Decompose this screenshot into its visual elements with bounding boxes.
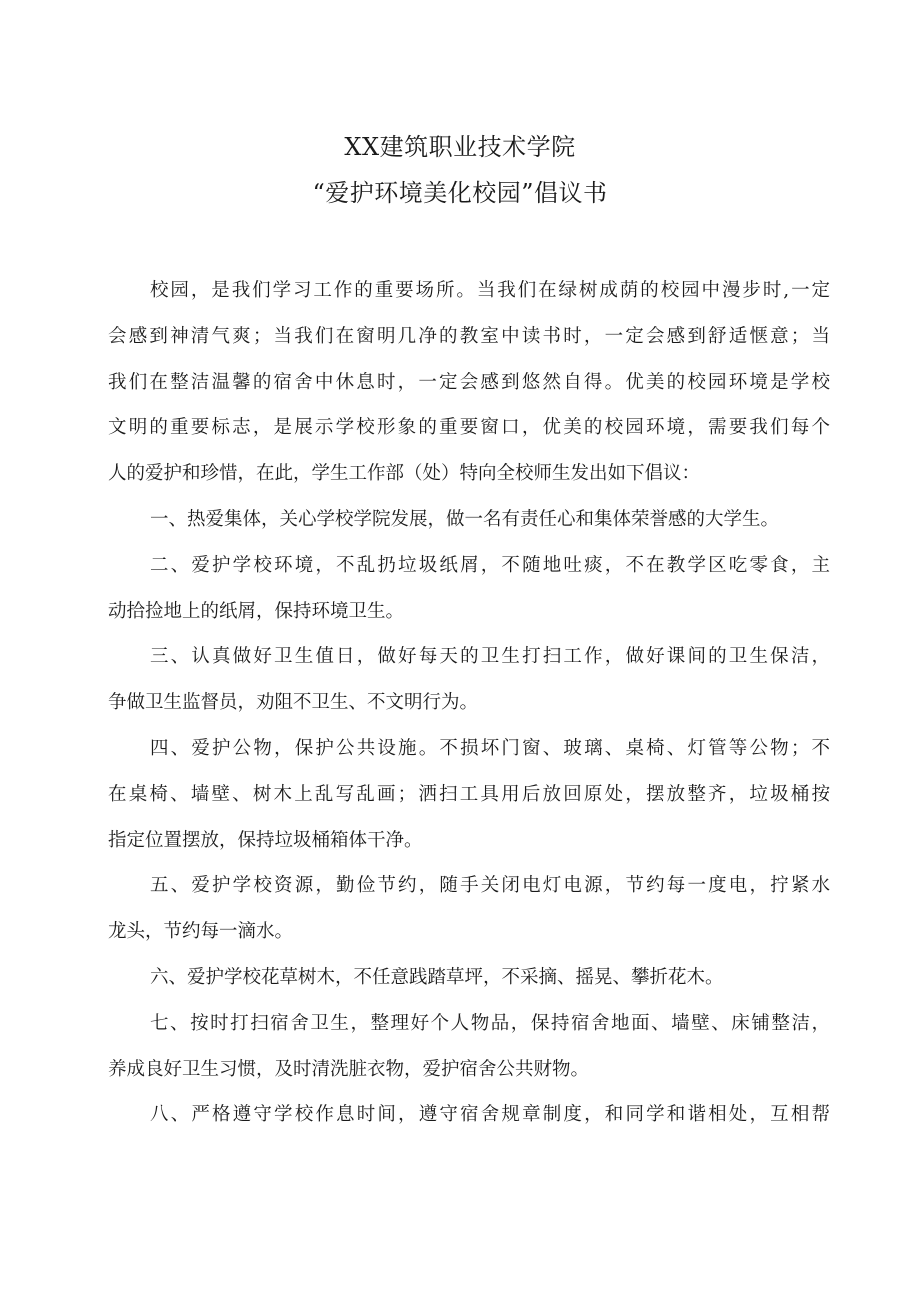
body-line: 在桌椅、墙壁、树木上乱写乱画；洒扫工具用后放回原处，摆放整齐，垃圾桶按 [108, 783, 830, 805]
body-line: 五、爱护学校资源，勤俭节约，随手关闭电灯电源，节约每一度电，拧紧水 [150, 875, 830, 897]
body-line: 我们在整洁温馨的宿舍中休息时，一定会感到悠然自得。优美的校园环境是学校 [108, 371, 830, 393]
title-institution: XX建筑职业技术学院 [344, 133, 576, 161]
body-line: 七、按时打扫宿舍卫生，整理好个人物品，保持宿舍地面、墙壁、床铺整洁， [150, 1012, 830, 1034]
body-line: 四、爱护公物，保护公共设施。不损坏门窗、玻璃、桌椅、灯管等公物；不 [150, 737, 830, 759]
document-body [108, 268, 830, 1138]
body-line: 养成良好卫生习惯，及时清洗脏衣物，爱护宿舍公共财物。 [108, 1058, 590, 1080]
body-line: 一、热爱集体，关心学校学院发展，做一名有责任心和集体荣誉感的大学生。 [150, 508, 780, 530]
body-line: 争做卫生监督员，劝阻不卫生、不文明行为。 [108, 692, 479, 714]
body-line: 龙头，节约每一滴水。 [108, 921, 294, 943]
body-line: 三、认真做好卫生值日，做好每天的卫生打扫工作，做好课间的卫生保洁， [150, 646, 830, 668]
document-title [0, 124, 920, 216]
body-line: 文明的重要标志，是展示学校形象的重要窗口，优美的校园环境，需要我们每个 [108, 417, 830, 439]
body-line: 会感到神清气爽；当我们在窗明几净的教室中读书时，一定会感到舒适惬意；当 [108, 325, 830, 347]
body-line: 指定位置摆放，保持垃圾桶箱体干净。 [108, 829, 423, 851]
body-line: 八、严格遵守学校作息时间，遵守宿舍规章制度，和同学和谐相处，互相帮 [150, 1104, 830, 1126]
body-line: 校园，是我们学习工作的重要场所。当我们在绿树成荫的校园中漫步时,一定 [150, 280, 830, 301]
body-line: 动拾捡地上的纸屑，保持环境卫生。 [108, 600, 405, 622]
body-line: 人的爱护和珍惜，在此，学生工作部（处）特向全校师生发出如下倡议： [108, 463, 701, 485]
body-line: 二、爱护学校环境，不乱扔垃圾纸屑，不随地吐痰，不在教学区吃零食，主 [150, 554, 830, 576]
body-line: 六、爱护学校花草树木，不任意践踏草坪，不采摘、摇晃、攀折花木。 [150, 966, 724, 988]
title-proposal: “爱护环境美化校园”倡议书 [312, 179, 608, 207]
